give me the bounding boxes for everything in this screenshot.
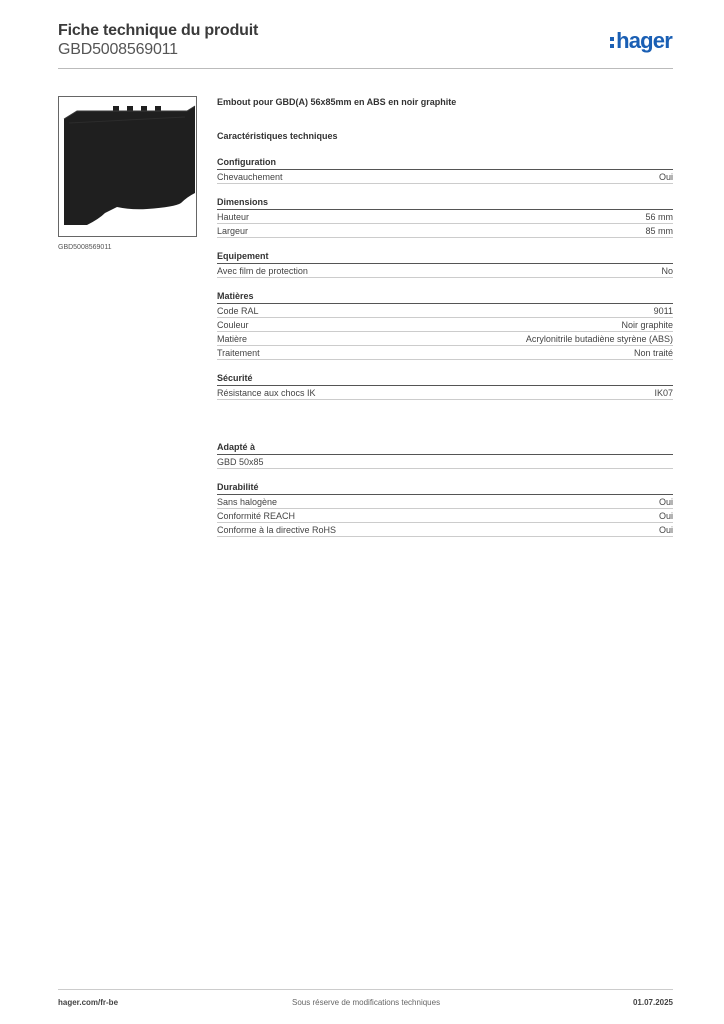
spec-row (217, 170, 673, 184)
spec-value: Oui (658, 511, 673, 521)
spec-row (217, 386, 673, 400)
spec-value: No (661, 266, 673, 276)
spec-row (217, 509, 673, 523)
page-header (58, 22, 673, 59)
spec-label: Matière (217, 334, 248, 344)
hager-logo (610, 28, 672, 54)
spec-value: Noir graphite (621, 320, 673, 330)
spec-label: Conformité REACH (217, 511, 296, 521)
spec-row (217, 304, 673, 318)
spec-value: IK07 (654, 388, 673, 398)
page-title: Fiche technique du produit (58, 22, 259, 39)
section-title: Dimensions (217, 196, 673, 210)
spec-content (217, 96, 673, 537)
product-description: Embout pour GBD(A) 56x85mm en ABS en noir graphite (217, 97, 457, 107)
spec-label: Résistance aux chocs IK (217, 388, 316, 398)
spec-row (217, 224, 673, 238)
spec-value: Oui (658, 525, 673, 535)
header-divider (58, 68, 673, 69)
section-title: Configuration (217, 156, 673, 170)
spec-row (217, 318, 673, 332)
section-title: Adapté à (217, 441, 673, 455)
spec-label: Couleur (217, 320, 249, 330)
spec-label: Traitement (217, 348, 260, 358)
footer-date: 01.07.2025 (632, 998, 673, 1007)
spec-value: 85 mm (645, 226, 673, 236)
section-title: Durabilité (217, 481, 673, 495)
spec-row (217, 332, 673, 346)
section-title: Matières (217, 290, 673, 304)
footer-website: hager.com/fr-be (58, 998, 119, 1007)
tech-heading: Caractéristiques techniques (217, 131, 338, 141)
spec-label: Chevauchement (217, 172, 283, 182)
spec-row (217, 523, 673, 537)
spec-label: GBD 50x85 (217, 457, 264, 467)
spec-value: Oui (658, 497, 673, 507)
spec-row (217, 455, 673, 469)
product-end-cap-illustration (59, 97, 196, 236)
spec-value: 9011 (653, 306, 673, 316)
spec-row (217, 495, 673, 509)
spec-label: Conforme à la directive RoHS (217, 525, 337, 535)
product-image (58, 96, 197, 237)
spec-sections (217, 156, 673, 400)
spec-label: Code RAL (217, 306, 259, 316)
logo-colon-icon (610, 36, 614, 48)
spec-label: Largeur (217, 226, 249, 236)
image-caption: GBD5008569011 (58, 244, 112, 251)
product-reference: GBD5008569011 (58, 41, 178, 58)
spec-label: Avec film de protection (217, 266, 308, 276)
spec-row (217, 264, 673, 278)
spec-value: Oui (658, 172, 673, 182)
spec-row (217, 210, 673, 224)
footer-divider (58, 989, 673, 990)
spec-value: 56 mm (645, 212, 673, 222)
footer-notice: Sous réserve de modifications techniques (292, 998, 441, 1007)
section-title: Sécurité (217, 372, 673, 386)
section-gap (217, 400, 673, 429)
compat-sections (217, 441, 673, 537)
spec-label: Hauteur (217, 212, 250, 222)
spec-value: Non traité (633, 348, 673, 358)
spec-row (217, 346, 673, 360)
section-title: Equipement (217, 250, 673, 264)
spec-value: Acrylonitrile butadiène styrène (ABS) (525, 334, 673, 344)
logo-text: hager (616, 28, 672, 53)
spec-label: Sans halogène (217, 497, 278, 507)
